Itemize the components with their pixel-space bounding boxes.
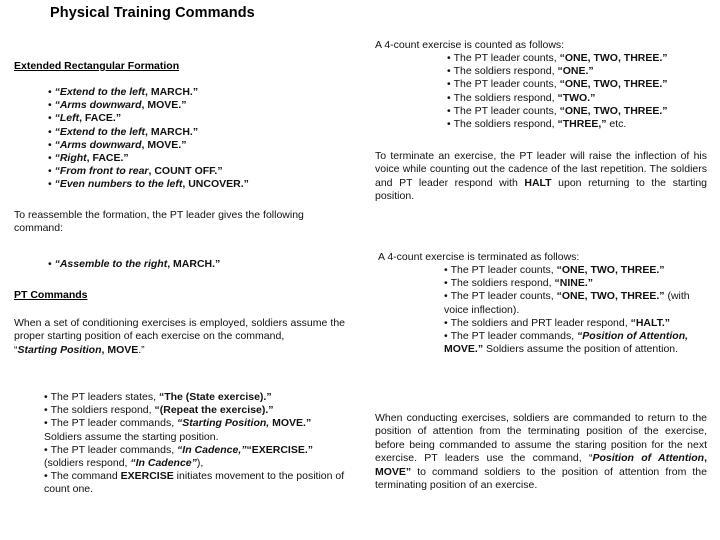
command-phrase: “From front to rear (54, 165, 149, 178)
emphasis-word: “ONE.” (557, 65, 594, 78)
tail-text: initiates movement to the position of count one. (44, 470, 345, 496)
list-item (48, 165, 348, 178)
paragraph-text: To terminate an exercise, the PT leader will raise the inflection of his voice while counting out the cadence of the last repetition. The soldiers and PT leader respond with (375, 150, 707, 189)
quote-open: “ (14, 343, 18, 356)
bullet-icon (48, 139, 55, 151)
reassemble-command-list (48, 258, 348, 271)
lead-text: The soldiers respond, (453, 65, 558, 78)
list-item (48, 152, 348, 165)
paragraph-text-2: to command soldiers to the position of attention from the terminating position of an exercise. (375, 465, 707, 492)
emphasis-word: “ONE, TWO, THREE.” (556, 264, 665, 276)
emphasis-word: MOVE.” (444, 343, 484, 356)
terminated-intro-block (378, 251, 708, 264)
emphasis-word: “ONE, TWO, THREE.” (559, 104, 668, 117)
tail-text: Soldiers assume the position of attention. (483, 343, 679, 356)
command-word: , MOVE” (375, 452, 707, 478)
pt-sequence-list (44, 391, 345, 497)
lead-text: The PT leader counts, (453, 78, 560, 91)
command-phrase: “Right (54, 152, 87, 165)
tail-text-2: ), (196, 457, 204, 470)
bullet-icon (444, 277, 451, 289)
command-word: , FACE.” (79, 112, 122, 125)
list-item (447, 78, 710, 91)
lead-text: The soldiers and PRT leader respond, (450, 316, 631, 329)
list-item (444, 277, 709, 290)
terminate-paragraph (375, 150, 707, 204)
formation-commands-list (48, 86, 348, 192)
list-item (44, 444, 345, 470)
list-item (444, 330, 709, 356)
emphasis-word: “The (State exercise).” (158, 391, 272, 403)
command-word: , MARCH.” (145, 125, 199, 138)
command-word: , MOVE (101, 343, 139, 356)
command-word: , MARCH.” (167, 258, 221, 270)
list-item (48, 258, 348, 271)
emphasis-word: MOVE.” (269, 417, 312, 430)
lead-text: The PT leader counts, (450, 264, 557, 276)
list-item (447, 65, 710, 78)
bullet-icon (44, 470, 51, 482)
terminated-sequence-list (444, 264, 709, 356)
lead-text: The soldiers respond, (50, 404, 155, 417)
command-phrase: “Extend to the left (54, 125, 146, 138)
list-item (44, 391, 345, 404)
emphasis-word: “TWO.” (557, 91, 596, 104)
lead-text: The PT leader counts, (450, 290, 557, 303)
bullet-icon (447, 52, 454, 64)
command-word: , UNCOVER.” (182, 178, 249, 191)
command-word: , FACE.” (86, 152, 129, 165)
bullet-icon (44, 404, 51, 416)
list-item (44, 470, 345, 496)
list-item (48, 126, 348, 139)
emphasis-word: “HALT.” (630, 316, 671, 329)
command-phrase: “Assemble to the right (54, 258, 168, 270)
command-word: , COUNT OFF.” (148, 165, 223, 178)
list-item (444, 290, 709, 316)
bullet-icon (447, 105, 454, 117)
conducting-paragraph-block (375, 412, 707, 492)
bullet-icon (48, 165, 55, 177)
paragraph-text: When conducting exercises, soldiers are commanded to return to the position of attention from the terminating position of the exercise, before being commanded to assume the staring position for the next exercise. PT leaders use the command, (375, 412, 707, 465)
bullet-icon (447, 92, 454, 104)
lead-text: The soldiers respond, (453, 91, 558, 104)
quote-close: .” (138, 343, 145, 356)
reassemble-paragraph-block (14, 209, 328, 236)
emphasis-command: “Position of Attention, (577, 330, 689, 343)
emphasis-word: “THREE,” (557, 118, 607, 131)
emphasis-word: “EXERCISE.” (246, 443, 314, 456)
lead-text: The soldiers respond, (450, 277, 555, 290)
lead-text: The PT leaders states, (50, 391, 159, 403)
list-item (48, 178, 348, 191)
tail-text: Soldiers assume the starting position. (44, 430, 219, 443)
bullet-icon (444, 317, 451, 329)
bullet-icon (48, 86, 55, 98)
tail-text: (with voice inflection). (444, 290, 690, 316)
emphasis-word: EXERCISE (120, 470, 174, 483)
command-phrase: “Arms downward (54, 138, 142, 151)
terminated-intro: A 4-count exercise is terminated as follows: (378, 251, 580, 263)
command-phrase: “Arms downward (54, 99, 142, 112)
emphasis-word: HALT (524, 176, 552, 189)
list-item (48, 86, 348, 99)
bullet-icon (48, 126, 55, 138)
pt-commands-paragraph-command (14, 344, 345, 357)
terminate-paragraph-block (375, 150, 707, 204)
list-item (44, 404, 345, 417)
paragraph-text-2: upon returning to the starting position. (375, 176, 707, 203)
bullet-icon (44, 417, 51, 429)
tail-text: (soldiers respond, (44, 457, 131, 470)
lead-text: The PT leader counts, (453, 52, 560, 64)
command-phrase: Position of Attention (592, 452, 705, 465)
bullet-icon (444, 330, 451, 342)
bullet-icon (444, 290, 451, 302)
list-item (48, 112, 348, 125)
list-item (44, 417, 345, 443)
emphasis-word: “ONE, TWO, THREE.” (559, 78, 668, 91)
command-word: , MARCH.” (145, 86, 199, 98)
list-item (48, 139, 348, 152)
lead-text: The PT leader commands, (450, 330, 578, 343)
lead-text: The soldiers respond, (453, 118, 558, 131)
section-heading-pt-commands: PT Commands (14, 289, 88, 301)
list-item (447, 52, 710, 65)
bullet-icon (447, 78, 454, 90)
pt-commands-paragraph: When a set of conditioning exercises is employed, soldiers assume the proper starting position of each exercise on the command, (14, 317, 345, 343)
bullet-icon (44, 391, 51, 403)
list-item (447, 105, 710, 118)
bullet-icon (48, 258, 55, 270)
command-word: , MOVE.” (141, 99, 187, 112)
bullet-icon (48, 99, 55, 111)
page-title: Physical Training Commands (50, 5, 255, 21)
emphasis-word: “ONE, TWO, THREE.” (556, 290, 665, 303)
command-phrase: “Extend to the left (54, 86, 146, 98)
emphasis-word: “(Repeat the exercise).” (154, 404, 274, 417)
bullet-icon (48, 112, 55, 124)
quote-open: “ (588, 452, 593, 465)
command-phrase: “Even numbers to the left (54, 178, 183, 191)
bullet-icon (447, 65, 454, 77)
bullet-icon (444, 264, 451, 276)
pt-commands-paragraph-block (14, 317, 345, 357)
lead-text: The command (50, 470, 121, 483)
command-word: , MOVE.” (141, 138, 187, 151)
list-item (444, 264, 709, 277)
emphasis-command: “In Cadence,” (177, 443, 247, 456)
emphasis-word: “ONE, TWO, THREE.” (559, 52, 668, 64)
emphasis-command: “Starting Position, (177, 417, 270, 430)
counted-intro-block (375, 39, 707, 52)
command-phrase: “Left (54, 112, 80, 125)
list-item (48, 99, 348, 112)
tail-text: etc. (606, 118, 627, 131)
list-item (447, 118, 710, 131)
bullet-icon (48, 178, 55, 190)
bullet-icon (447, 118, 454, 130)
conducting-paragraph (375, 412, 707, 492)
lead-text: The PT leader commands, (50, 443, 178, 456)
list-item (444, 317, 709, 330)
bullet-icon (48, 152, 55, 164)
emphasis-command-2: “In Cadence” (130, 457, 197, 470)
bullet-icon (44, 444, 51, 456)
command-phrase: Starting Position (17, 343, 102, 356)
section-heading-extended-rectangular-formation: Extended Rectangular Formation (14, 60, 180, 72)
lead-text: The PT leader commands, (50, 417, 178, 430)
counted-sequence-list (447, 52, 710, 131)
counted-intro: A 4-count exercise is counted as follows: (375, 39, 565, 51)
lead-text: The PT leader counts, (453, 104, 560, 117)
list-item (447, 92, 710, 105)
reassemble-paragraph: To reassemble the formation, the PT leader gives the following command: (14, 209, 304, 235)
emphasis-word: “NINE.” (554, 277, 593, 290)
